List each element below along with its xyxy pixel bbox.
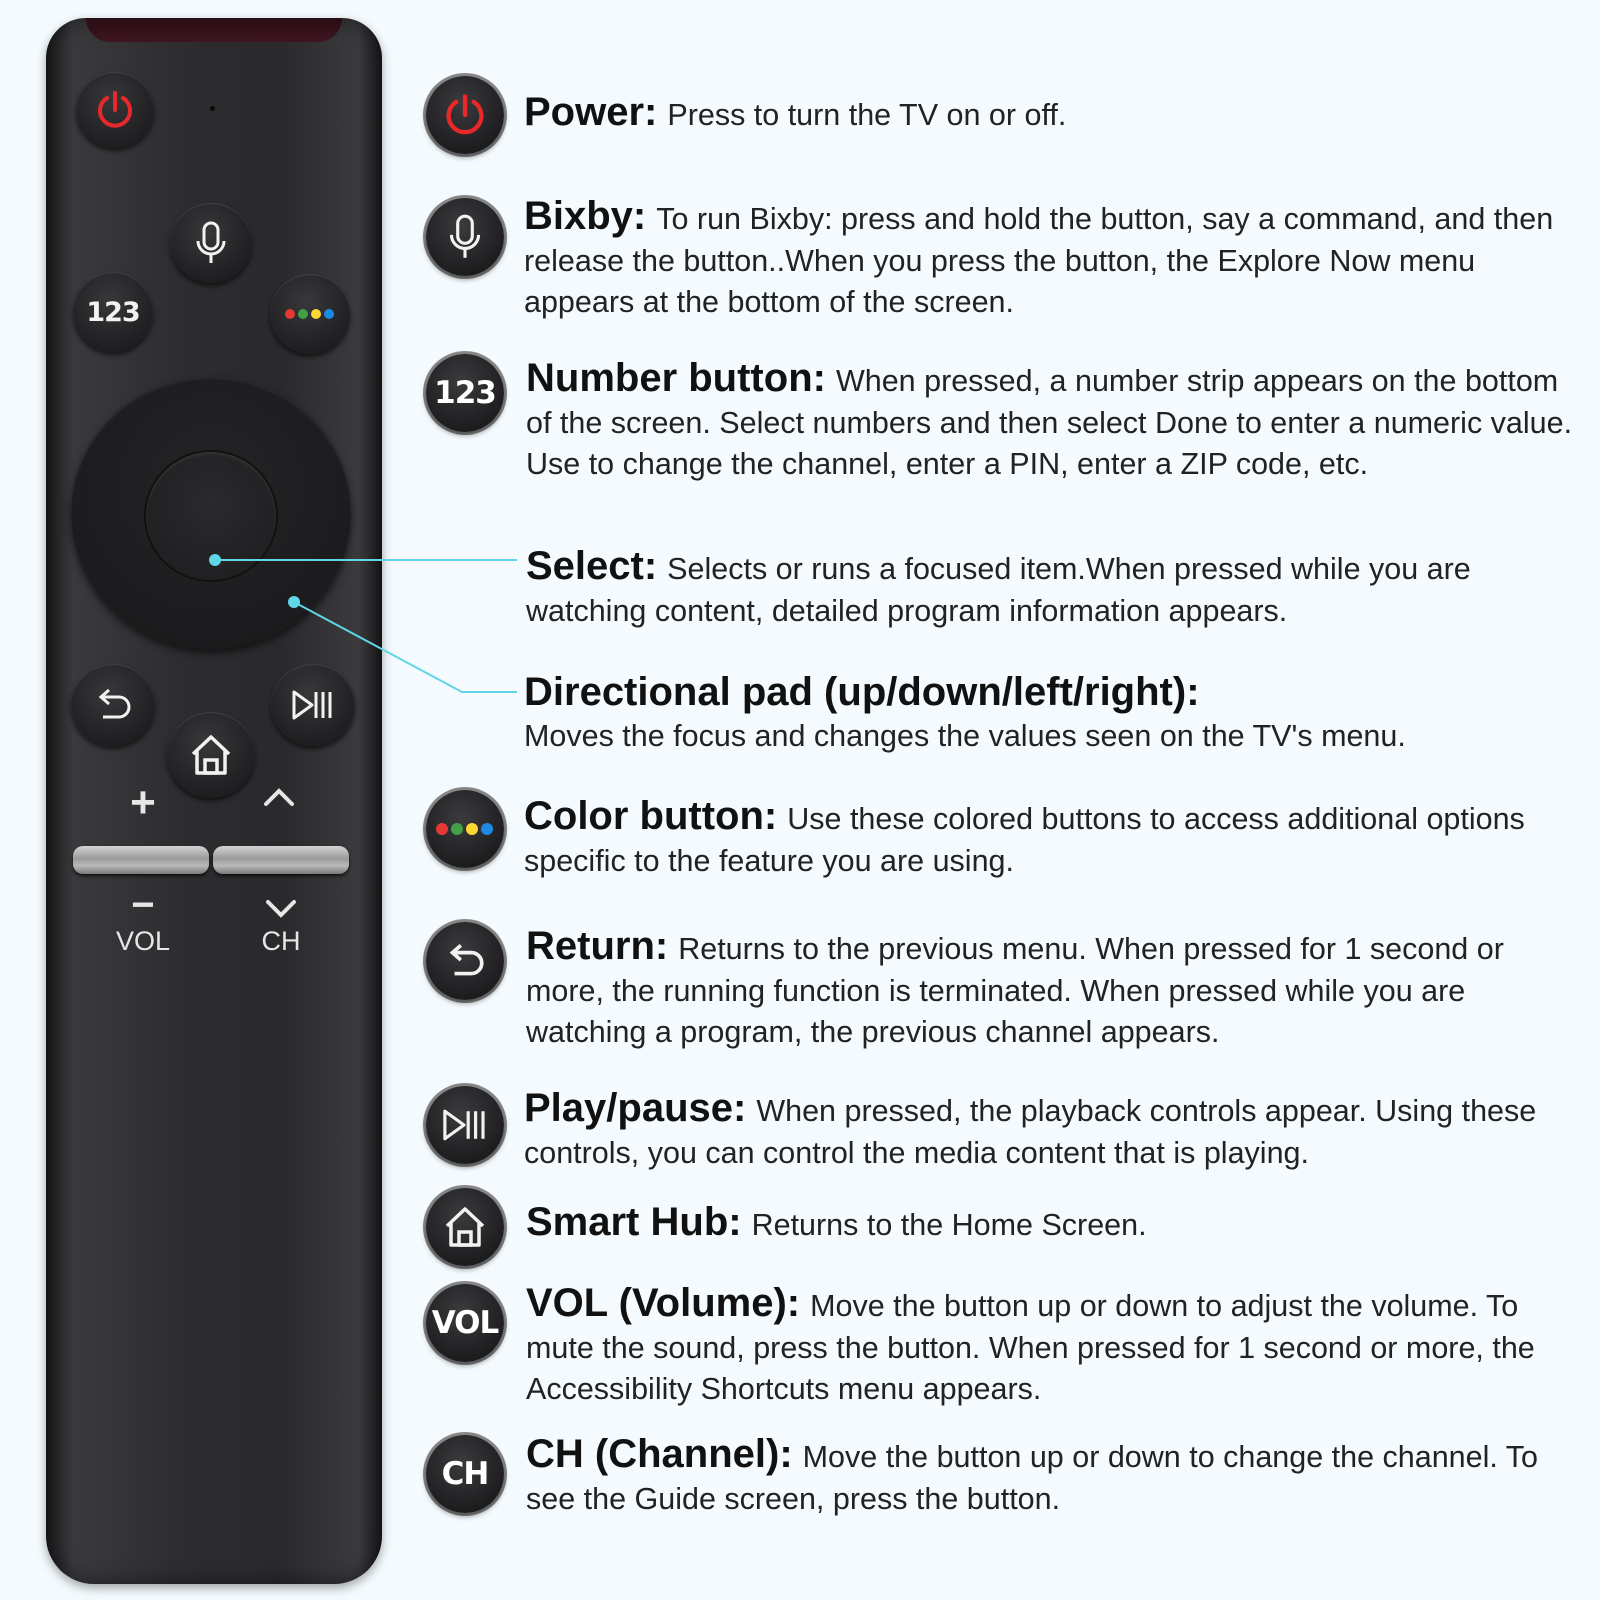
legend-play-pause-icon bbox=[426, 1086, 504, 1164]
microphone-icon bbox=[191, 219, 231, 267]
home-icon bbox=[441, 1204, 489, 1250]
legend-title: Color button: bbox=[524, 794, 778, 838]
legend-title: Return: bbox=[526, 924, 669, 968]
remote-return-button[interactable] bbox=[71, 664, 155, 746]
legend-bixby-icon bbox=[426, 198, 504, 276]
remote-vol-down-symbol: − bbox=[131, 883, 155, 927]
legend-return-icon bbox=[426, 922, 504, 1000]
legend-title: Power: bbox=[524, 90, 658, 134]
legend-desc: Returns to the Home Screen. bbox=[751, 1208, 1147, 1242]
legend-title: CH (Channel): bbox=[526, 1432, 793, 1476]
microphone-icon bbox=[444, 212, 486, 262]
color-dots-icon bbox=[435, 822, 495, 836]
ch-icon: CH bbox=[441, 1456, 489, 1492]
remote-vol-up-symbol: + bbox=[130, 778, 156, 827]
chevron-up-icon bbox=[262, 786, 296, 813]
legend-ch-icon bbox=[426, 1435, 504, 1513]
remote-volume-rocker[interactable] bbox=[73, 846, 209, 874]
play-pause-icon bbox=[440, 1107, 490, 1143]
legend-desc: Press to turn the TV on or off. bbox=[667, 98, 1067, 132]
legend-home-icon bbox=[426, 1188, 504, 1266]
remote-ir-window bbox=[86, 18, 342, 42]
number-icon: 123 bbox=[434, 375, 496, 411]
legend-desc: Returns to the previous menu. When pressed for 1 second or more, the running function is terminated. When pressed while you are watching a program, the previous channel appears. bbox=[526, 932, 1504, 1049]
legend-entry-color bbox=[524, 796, 1584, 882]
legend-desc: Selects or runs a focused item.When pressed while you are watching content, detailed program information appears. bbox=[526, 552, 1471, 628]
legend-title: Bixby: bbox=[524, 194, 647, 238]
remote-bixby-button[interactable] bbox=[170, 203, 252, 283]
legend-entry-ch bbox=[526, 1434, 1586, 1520]
legend-entry-power bbox=[524, 92, 1584, 137]
legend-entry-play-pause bbox=[524, 1088, 1584, 1174]
legend-entry-smart-hub bbox=[526, 1202, 1586, 1247]
legend-entry-dpad bbox=[524, 668, 1584, 758]
remote-select-button[interactable] bbox=[146, 452, 276, 580]
legend-desc: Moves the focus and changes the values seen on the TV's menu. bbox=[524, 719, 1406, 753]
legend-title: VOL (Volume): bbox=[526, 1281, 801, 1325]
legend-entry-vol bbox=[526, 1283, 1586, 1411]
legend-desc: When pressed, the playback controls appear. Using these controls, you can control the media content that is playing. bbox=[524, 1094, 1537, 1170]
power-icon bbox=[441, 91, 489, 139]
remote-color-button[interactable] bbox=[270, 274, 350, 354]
legend-color-icon bbox=[426, 790, 504, 868]
remote-power-button[interactable] bbox=[76, 72, 154, 148]
remote-channel-rocker[interactable] bbox=[213, 846, 349, 874]
legend-desc: Move the button up or down to adjust the volume. To mute the sound, press the button. When pressed for 1 second or more, the Accessibility Shortcuts menu appears. bbox=[526, 1289, 1535, 1406]
legend-desc: Use these colored buttons to access additional options specific to the feature you are using. bbox=[524, 802, 1525, 878]
remote-number-button[interactable] bbox=[73, 272, 153, 352]
remote-number-label: 123 bbox=[86, 296, 140, 328]
legend-entry-number bbox=[526, 358, 1586, 486]
legend-entry-return bbox=[526, 926, 1586, 1054]
legend-desc: To run Bixby: press and hold the button, say a command, and then release the button..When you press the button, the Explore Now menu appears at the bottom of the screen. bbox=[524, 202, 1554, 319]
legend-desc: When pressed, a number strip appears on the bottom of the screen. Select numbers and then select Done to enter a numeric value. Use to change the channel, enter a PIN, enter a ZIP code, etc. bbox=[526, 364, 1573, 481]
legend-power-icon bbox=[426, 76, 504, 154]
legend-vol-icon bbox=[426, 1284, 504, 1362]
legend-title: Play/pause: bbox=[524, 1086, 747, 1130]
legend-number-icon bbox=[426, 354, 504, 432]
chevron-down-icon bbox=[264, 898, 298, 925]
remote-vol-label: VOL bbox=[115, 926, 171, 956]
remote-indicator-led bbox=[210, 106, 215, 111]
power-icon bbox=[93, 88, 137, 132]
legend-entry-select bbox=[526, 546, 1586, 632]
play-pause-icon bbox=[290, 688, 336, 722]
legend-entry-bixby bbox=[524, 196, 1584, 324]
return-icon bbox=[91, 685, 135, 725]
legend-title: Number button: bbox=[526, 356, 826, 400]
legend-title: Smart Hub: bbox=[526, 1200, 742, 1244]
remote-play-pause-button[interactable] bbox=[271, 664, 355, 746]
remote-ch-label: CH bbox=[261, 926, 301, 956]
home-icon bbox=[187, 732, 235, 778]
legend-title: Directional pad (up/down/left/right): bbox=[524, 670, 1200, 714]
return-icon bbox=[442, 940, 488, 982]
color-dots-icon bbox=[284, 308, 336, 320]
vol-icon: VOL bbox=[431, 1305, 499, 1341]
legend-title: Select: bbox=[526, 544, 658, 588]
legend-desc: Move the button up or down to change the channel. To see the Guide screen, press the button. bbox=[526, 1440, 1538, 1516]
